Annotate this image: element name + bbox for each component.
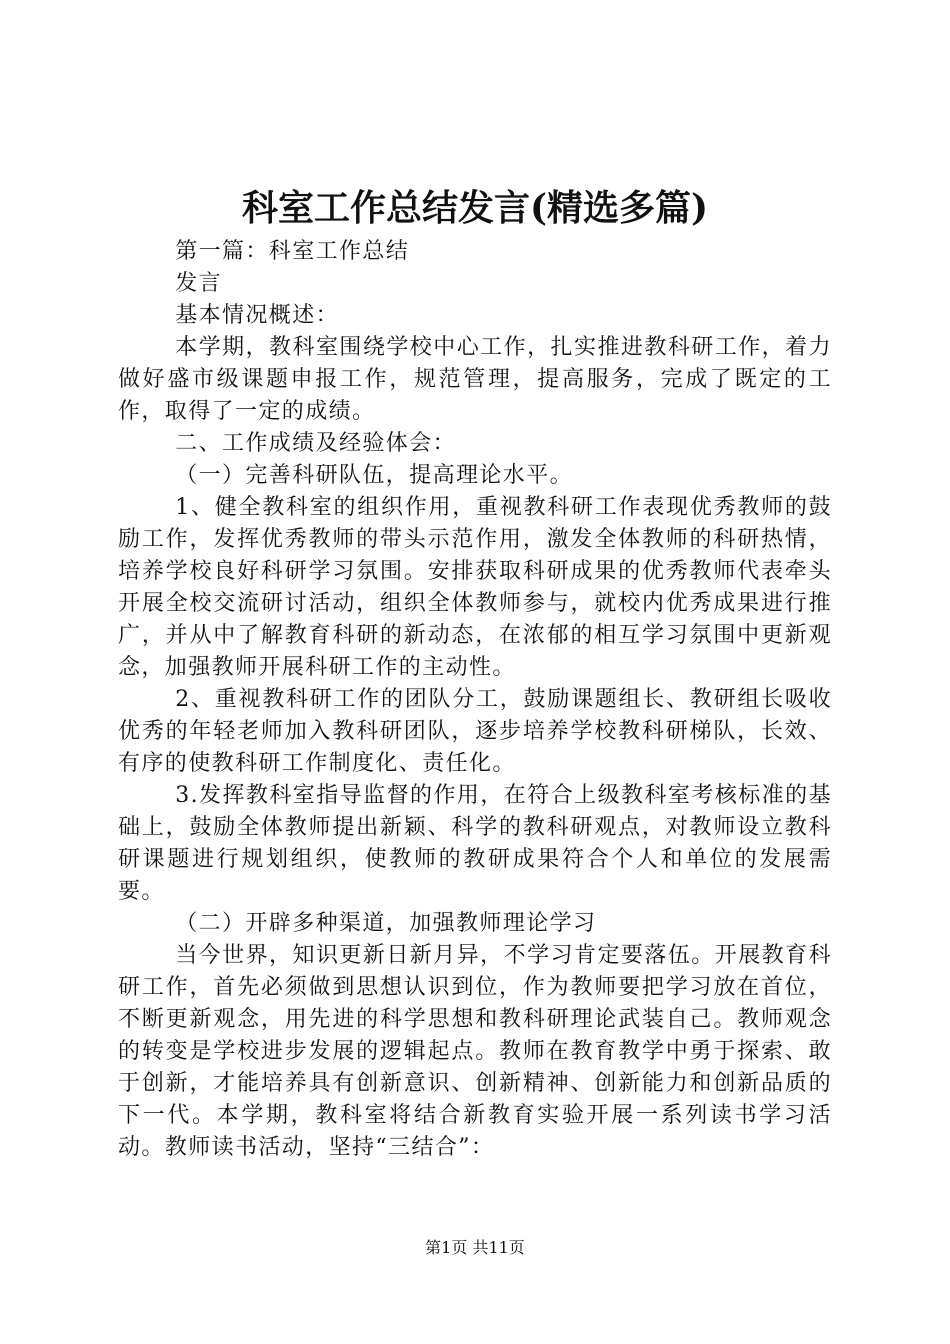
document-title: 科室工作总结发言(精选多篇)	[241, 187, 709, 229]
subsection-heading: （一）完善科研队伍，提高理论水平。	[175, 463, 573, 488]
subsection-heading: 二、工作成绩及经验体会：	[175, 431, 456, 456]
paragraph: 3.发挥教科室指导监督的作用，在符合上级教科室考核标准的基础上，鼓励全体教师提出新颖、科学的教科研观点，对教师设立教科研课题进行规划组织，使教师的教研成果符合个人和单位的发展需要。	[118, 783, 832, 904]
section-heading-continued: 发言	[175, 271, 222, 296]
document-body	[118, 236, 832, 1164]
paragraph: 本学期，教科室围绕学校中心工作，扎实推进教科研工作，着力做好盛市级课题申报工作，规范管理，提高服务，完成了既定的工作，取得了一定的成绩。	[118, 335, 832, 424]
paragraph: 2、重视教科研工作的团队分工，鼓励课题组长、教研组长吸收优秀的年轻老师加入教科研团队，逐步培养学校教科研梯队，长效、有序的使教科研工作制度化、责任化。	[118, 687, 832, 776]
paragraph: 1、健全教科室的组织作用，重视教科研工作表现优秀教师的鼓励工作，发挥优秀教师的带头示范作用，激发全体教师的科研热情，培养学校良好科研学习氛围。安排获取科研成果的优秀教师代表牵头开展全校交流研讨活动，组织全体教师参与，就校内优秀成果进行推广，并从中了解教育科研的新动态，在浓郁的相互学习氛围中更新观念，加强教师开展科研工作的主动性。	[118, 495, 832, 680]
subsection-heading: （二）开辟多种渠道，加强教师理论学习	[175, 911, 597, 936]
page-footer: 第1页 共11页	[425, 1238, 525, 1257]
section-heading: 第一篇：科室工作总结	[175, 239, 410, 264]
paragraph: 当今世界，知识更新日新月异，不学习肯定要落伍。开展教育科研工作，首先必须做到思想认识到位，作为教师要把学习放在首位，不断更新观念，用先进的科学思想和教科研理论武装自己。教师观念的转变是学校进步发展的逻辑起点。教师在教育教学中勇于探索、敢于创新，才能培养具有创新意识、创新精神、创新能力和创新品质的下一代。本学期，教科室将结合新教育实验开展一系列读书学习活动。教师读书活动，坚持“三结合”：	[118, 943, 832, 1160]
overview-heading: 基本情况概述：	[175, 303, 339, 328]
